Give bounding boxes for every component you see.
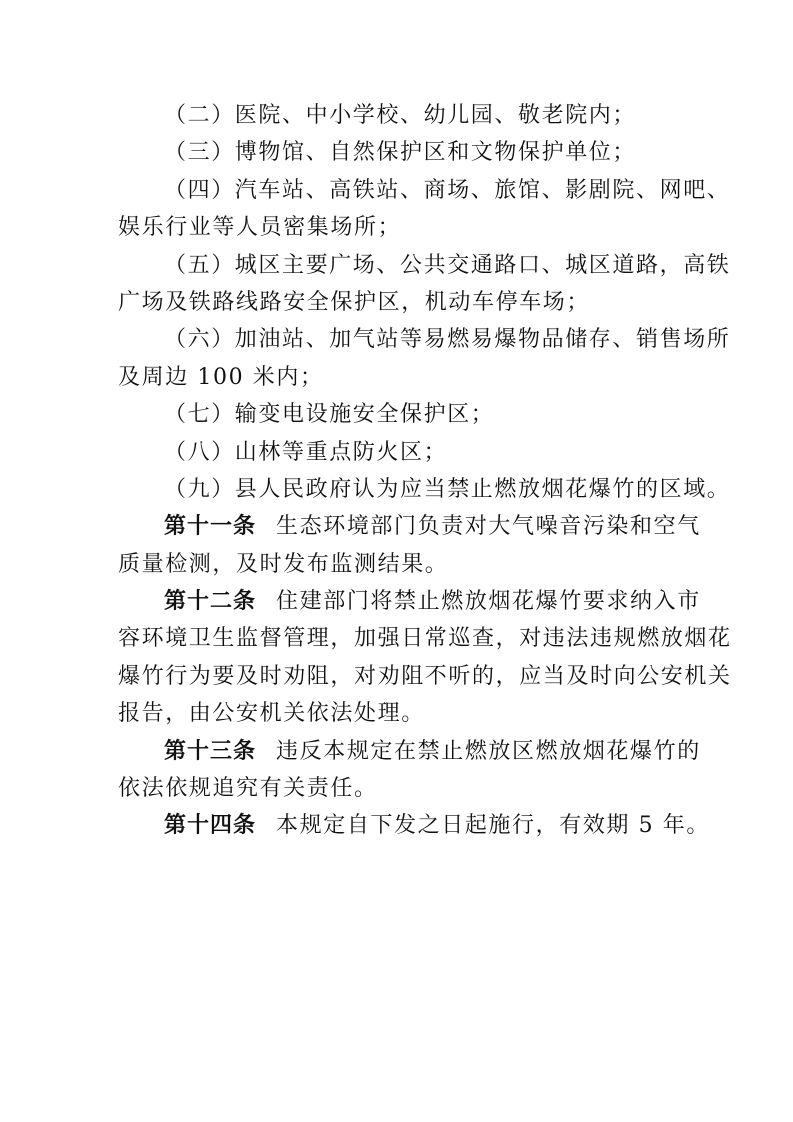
list-item-5-continued: 广场及铁路线路安全保护区，机动车停车场； xyxy=(118,289,591,315)
list-item-2: （二）医院、中小学校、幼儿园、敬老院内； xyxy=(164,103,637,128)
article-13 xyxy=(118,733,701,770)
article-12-text: 住建部门将禁止燃放烟花爆竹要求纳入市 xyxy=(276,589,701,615)
article-13-continued: 依法依规追究有关责任。 xyxy=(118,776,378,802)
list-item-6-continued: 及周边 100 米内； xyxy=(118,364,324,390)
list-item-5: （五）城区主要广场、公共交通路口、城区道路，高铁 xyxy=(164,252,731,278)
article-12-continued-2: 爆竹行为要及时劝阻，对劝阻不听的，应当及时向公安机关 xyxy=(118,663,732,689)
list-item-7: （七）输变电设施安全保护区； xyxy=(164,402,495,428)
article-12-continued-3: 报告，由公安机关依法处理。 xyxy=(118,701,425,727)
list-item-9: （九）县人民政府认为应当禁止燃放烟花爆竹的区域。 xyxy=(164,476,731,502)
list-item-3: （三）博物馆、自然保护区和文物保护单位； xyxy=(164,140,637,166)
list-item-8: （八）山林等重点防火区； xyxy=(164,439,448,465)
article-12-continued-1: 容环境卫生监督管理，加强日常巡查，对违法违规燃放烟花 xyxy=(118,626,732,652)
article-13-text: 违反本规定在禁止燃放区燃放烟花爆竹的 xyxy=(276,738,701,764)
article-11-label: 第十一条 xyxy=(164,514,257,540)
article-14 xyxy=(118,807,711,844)
article-14-label: 第十四条 xyxy=(164,813,257,839)
article-11-text: 生态环境部门负责对大气噪音污染和空气 xyxy=(276,514,701,540)
article-12 xyxy=(118,583,701,620)
article-11-continued: 质量检测，及时发布监测结果。 xyxy=(118,551,449,577)
article-12-label: 第十二条 xyxy=(164,589,257,615)
article-13-label: 第十三条 xyxy=(164,738,257,764)
list-item-4: （四）汽车站、高铁站、商场、旅馆、影剧院、网吧、 xyxy=(164,177,731,203)
article-14-text: 本规定自下发之日起施行，有效期 5 年。 xyxy=(276,813,711,839)
document-body xyxy=(118,97,732,845)
list-item-6: （六）加油站、加气站等易燃易爆物品储存、销售场所 xyxy=(164,327,731,353)
list-item-4-continued: 娱乐行业等人员密集场所； xyxy=(118,215,402,241)
article-11 xyxy=(118,508,701,545)
